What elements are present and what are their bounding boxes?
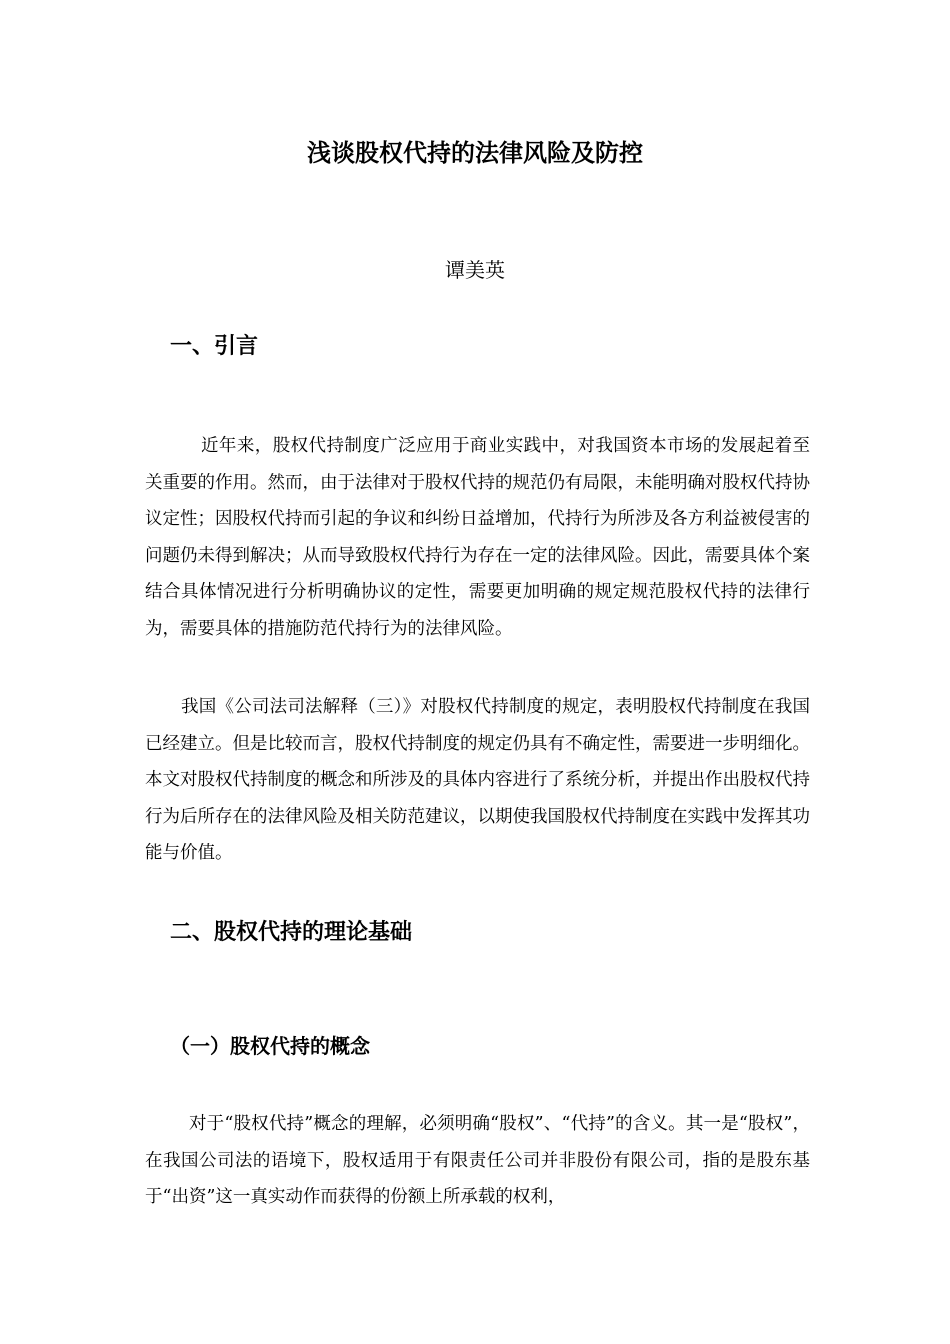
paragraph-introduction-1: 近年来，股权代持制度广泛应用于商业实践中，对我国资本市场的发展起着至关重要的作用。然而，由于法律对于股权代持的规范仍有局限，未能明确对股权代持协议定性；因股权代持而引起的争议和纠纷日益增加，代持行为所涉及各方利益被侵害的问题仍未得到解决；从而导致股权代持行为存在一定的法律风险。因此，需要具体个案结合具体情况进行分析明确协议的定性，需要更加明确的规定规范股权代持的法律行为，需要具体的措施防范代持行为的法律风险。	[145, 436, 810, 639]
document-title: 浅谈股权代持的法律风险及防控	[307, 138, 643, 167]
author-name: 谭美英	[445, 258, 505, 282]
paragraph-introduction-2: 我国《公司法司法解释（三）》对股权代持制度的规定，表明股权代持制度在我国已经建立。但是比较而言，股权代持制度的规定仍具有不确定性，需要进一步明细化。本文对股权代持制度的概念和所涉及的具体内容进行了系统分析，并提出作出股权代持行为后所存在的法律风险及相关防范建议，以期使我国股权代持制度在实践中发挥其功能与价值。	[145, 697, 810, 864]
subsection-heading-concept: （一）股权代持的概念	[170, 1034, 370, 1058]
section-heading-introduction: 一、引言	[170, 333, 259, 359]
paragraph-concept-1: 对于“股权代持”概念的理解，必须明确“股权”、“代持”的含义。其一是“股权”，在我国公司法的语境下，股权适用于有限责任公司并非股份有限公司，指的是股东基于“出资”这一真实动作而获得的份额上所承载的权利，	[145, 1114, 810, 1208]
section-heading-theory: 二、股权代持的理论基础	[170, 919, 413, 945]
